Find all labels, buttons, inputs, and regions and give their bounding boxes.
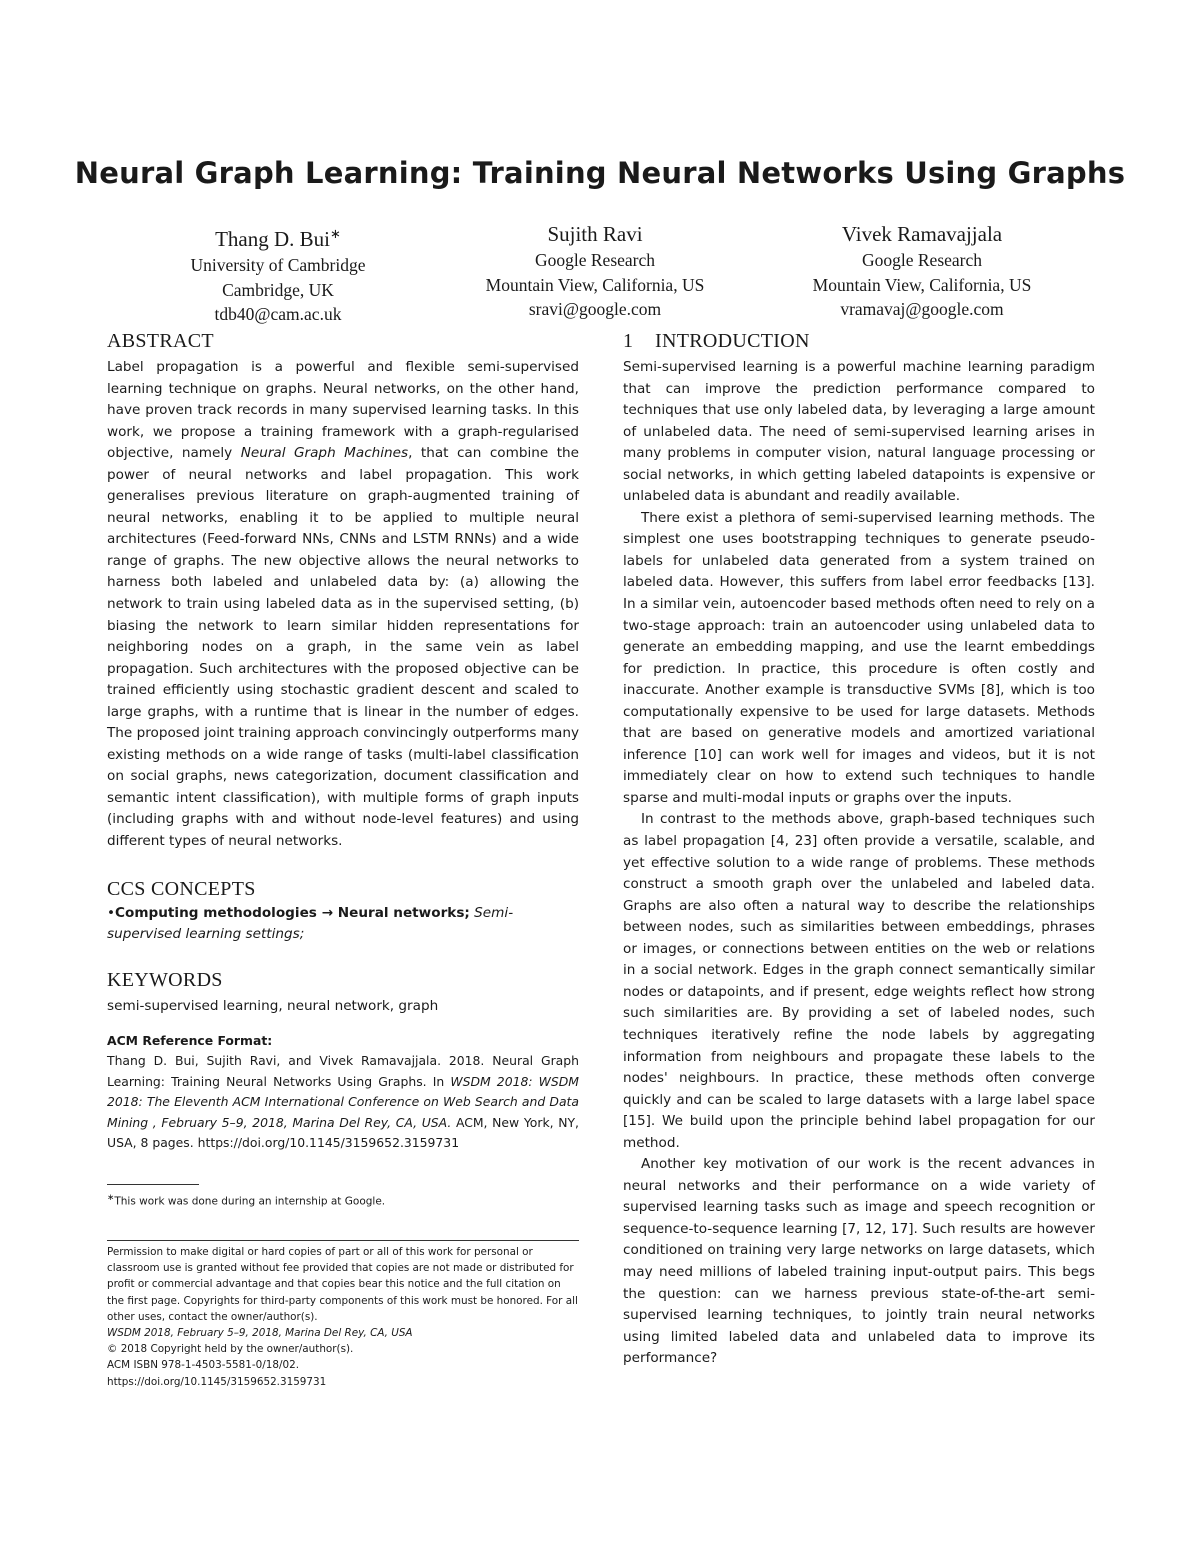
author-email[interactable]: vramavaj@google.com	[840, 299, 1004, 319]
paper-title: Neural Graph Learning: Training Neural Networks Using Graphs	[74, 156, 1126, 190]
reference-text-part-2: ACM, New York, NY, USA, 8 pages. https://doi.org/10.1145/3159652.3159731	[107, 1114, 579, 1151]
intro-paragraph-1: Semi-supervised learning is a powerful machine learning paradigm that can improve the prediction performance compared to techniques that use only labeled data, by leveraging a large amount of unlabeled data. The need of semi-supervised learning arises in many problems in computer vision, natural language processing or social networks, in which getting labeled datapoints is expensive or unlabeled data is abundant and readily available.	[623, 359, 1095, 505]
ccs-italic: Semi-supervised learning settings;	[107, 904, 514, 943]
permission-copyright: © 2018 Copyright held by the owner/author(s).	[107, 1343, 354, 1356]
reference-format-heading: ACM Reference Format:	[107, 1033, 273, 1049]
permission-doi[interactable]: https://doi.org/10.1145/3159652.3159731	[107, 1375, 327, 1388]
author-affiliation: University of Cambridge	[190, 255, 366, 275]
introduction-heading	[623, 327, 1095, 355]
reference-text-italic: WSDM 2018: WSDM 2018: The Eleventh ACM International Conference on Web Search and Data Mining , February 5–9, 2018, Marina Del Rey, CA, USA.	[107, 1073, 579, 1130]
author-name	[108, 220, 448, 253]
author-footnote-mark: ∗	[330, 226, 341, 241]
section-title: INTRODUCTION	[655, 330, 810, 352]
right-column	[623, 327, 1095, 1370]
reference-format-text	[107, 1051, 579, 1154]
permission-text: Permission to make digital or hard copies of part or all of this work for personal or classroom use is granted without fee provided that copies are not made or distributed for profit or commercial advantage and that copies bear this notice and the full citation on the first page. Copyrights for third-party components of this work must be honored. For all other uses, contact the owner/author(s).	[107, 1246, 578, 1323]
intro-paragraph-4: Another key motivation of our work is the recent advances in neural networks and their performance on a wide variety of supervised learning tasks such as image and speech recognition or sequence-to-sequence learning [7, 12, 17]. Such results are however conditioned on training very large networks on large datasets, which may need millions of labeled training input-output pairs. This begs the question: can we harness previous state-of-the-art semi-supervised learning techniques, to jointly train neural networks using limited labeled data and unlabeled data to improve its performance?	[623, 1156, 1095, 1367]
author-name: Vivek Ramavajjala	[841, 222, 1003, 246]
footnote-text: This work was done during an internship at Google.	[114, 1195, 386, 1208]
abstract-text-part-1: Label propagation is a powerful and flexible semi-supervised learning technique on graphs. Neural networks, on the other hand, have proven track records in many supervised learning tasks. In this work, we propose a training framework with a graph-regularised objective, namely	[107, 359, 579, 462]
permission-block	[107, 1244, 579, 1390]
author-affiliation: Google Research	[861, 250, 983, 270]
abstract-text-italic: Neural Graph Machines	[240, 445, 409, 462]
ccs-bold: Computing methodologies → Neural networks;	[115, 904, 470, 921]
ccs-bullet: •	[107, 904, 116, 921]
author-location: Mountain View, California, US	[485, 274, 705, 295]
permission-isbn: ACM ISBN 978-1-4503-5581-0/18/02.	[107, 1359, 299, 1372]
abstract-text	[107, 357, 579, 853]
left-column	[107, 327, 579, 1154]
intro-paragraph-3: In contrast to the methods above, graph-based techniques such as label propagation [4, 23] often provide a versatile, scalable, and yet effective solution to a wide range of problems. These methods construct a smooth graph over the unlabeled and labeled data. Graphs are also often a natural way to describe the relationships between nodes, such as similarities between embeddings, phrases or images, or connections between entities on the web or relations in a social network. Edges in the graph connect semantically similar nodes or datapoints, and if present, edge weights reflect how strong such similarities are. By providing a set of labeled nodes, such techniques iteratively refine the node labels by aggregating information from neighbours and propagate these labels to the nodes' neighbours. In practice, these methods often converge quickly and can be scaled to large datasets with a large label space [15]. We build upon the principle behind label propagation for our method.	[623, 811, 1095, 1151]
author-location: Cambridge, UK	[222, 279, 334, 300]
author-name-text: Thang D. Bui	[215, 227, 330, 251]
ccs-heading: CCS CONCEPTS	[107, 877, 256, 900]
author-affiliation: Google Research	[534, 250, 656, 270]
abstract-heading: ABSTRACT	[107, 330, 214, 352]
author-name: Sujith Ravi	[547, 222, 643, 246]
ccs-concepts-text	[107, 903, 579, 946]
permission-divider	[107, 1240, 579, 1241]
author-block-2	[425, 220, 765, 322]
footnote-divider	[107, 1184, 199, 1185]
keywords-text: semi-supervised learning, neural network, graph	[107, 997, 439, 1014]
intro-paragraph-2: There exist a plethora of semi-supervised learning methods. The simplest one uses bootstrapping techniques to generate pseudo-labels for unlabeled data generated from a system trained on labeled data. However, this suffers from label error feedbacks [13]. In a similar vein, autoencoder based methods often need to rely on a two-stage approach: train an autoencoder using unlabeled data to generate an embedding mapping, and use the learnt embeddings for prediction. In practice, this procedure is often costly and inaccurate. Another example is transductive SVMs [8], which is too computationally expensive to be used for large datasets. Methods that are based on generative models and amortized variational inference [10] can work well for images and videos, but it is not immediately clear on how to extend such techniques to handle sparse and multi-modal inputs or graphs over the inputs.	[623, 509, 1095, 806]
author-email[interactable]: sravi@google.com	[528, 299, 662, 319]
author-block-1	[108, 220, 448, 327]
footnote-mark: ∗	[107, 1193, 115, 1203]
keywords-heading: KEYWORDS	[107, 968, 223, 991]
author-location: Mountain View, California, US	[812, 274, 1032, 295]
author-email[interactable]: tdb40@cam.ac.uk	[214, 304, 342, 324]
section-number: 1	[623, 330, 634, 352]
footnote	[107, 1190, 579, 1210]
reference-text-part-1: Thang D. Bui, Sujith Ravi, and Vivek Ramavajjala. 2018. Neural Graph Learning: Training Neural Networks Using Graphs. In	[107, 1053, 579, 1089]
abstract-text-part-2: , that can combine the power of neural networks and label propagation. This work generalises previous literature on graph-augmented training of neural networks, enabling it to be applied to multiple neural architectures (Feed-forward NNs, CNNs and LSTM RNNs) and a wide range of graphs. The new objective allows the neural networks to harness both labeled and unlabeled data by: (a) allowing the network to train using labeled data as in the supervised setting, (b) biasing the network to learn similar hidden representations for neighboring nodes on a graph, in the same vein as label propagation. Such architectures with the proposed objective can be trained efficiently using stochastic gradient descent and scaled to large graphs, with a runtime that is linear in the number of edges. The proposed joint training approach convincingly outperforms many existing methods on a wide range of tasks (multi-label classification on social graphs, news categorization, document classification and semantic intent classification), with multiple forms of graph inputs (including graphs with and without node-level features) and using different types of neural networks.	[107, 445, 580, 850]
permission-venue: WSDM 2018, February 5–9, 2018, Marina Del Rey, CA, USA	[107, 1327, 413, 1340]
author-block-3	[752, 220, 1092, 322]
